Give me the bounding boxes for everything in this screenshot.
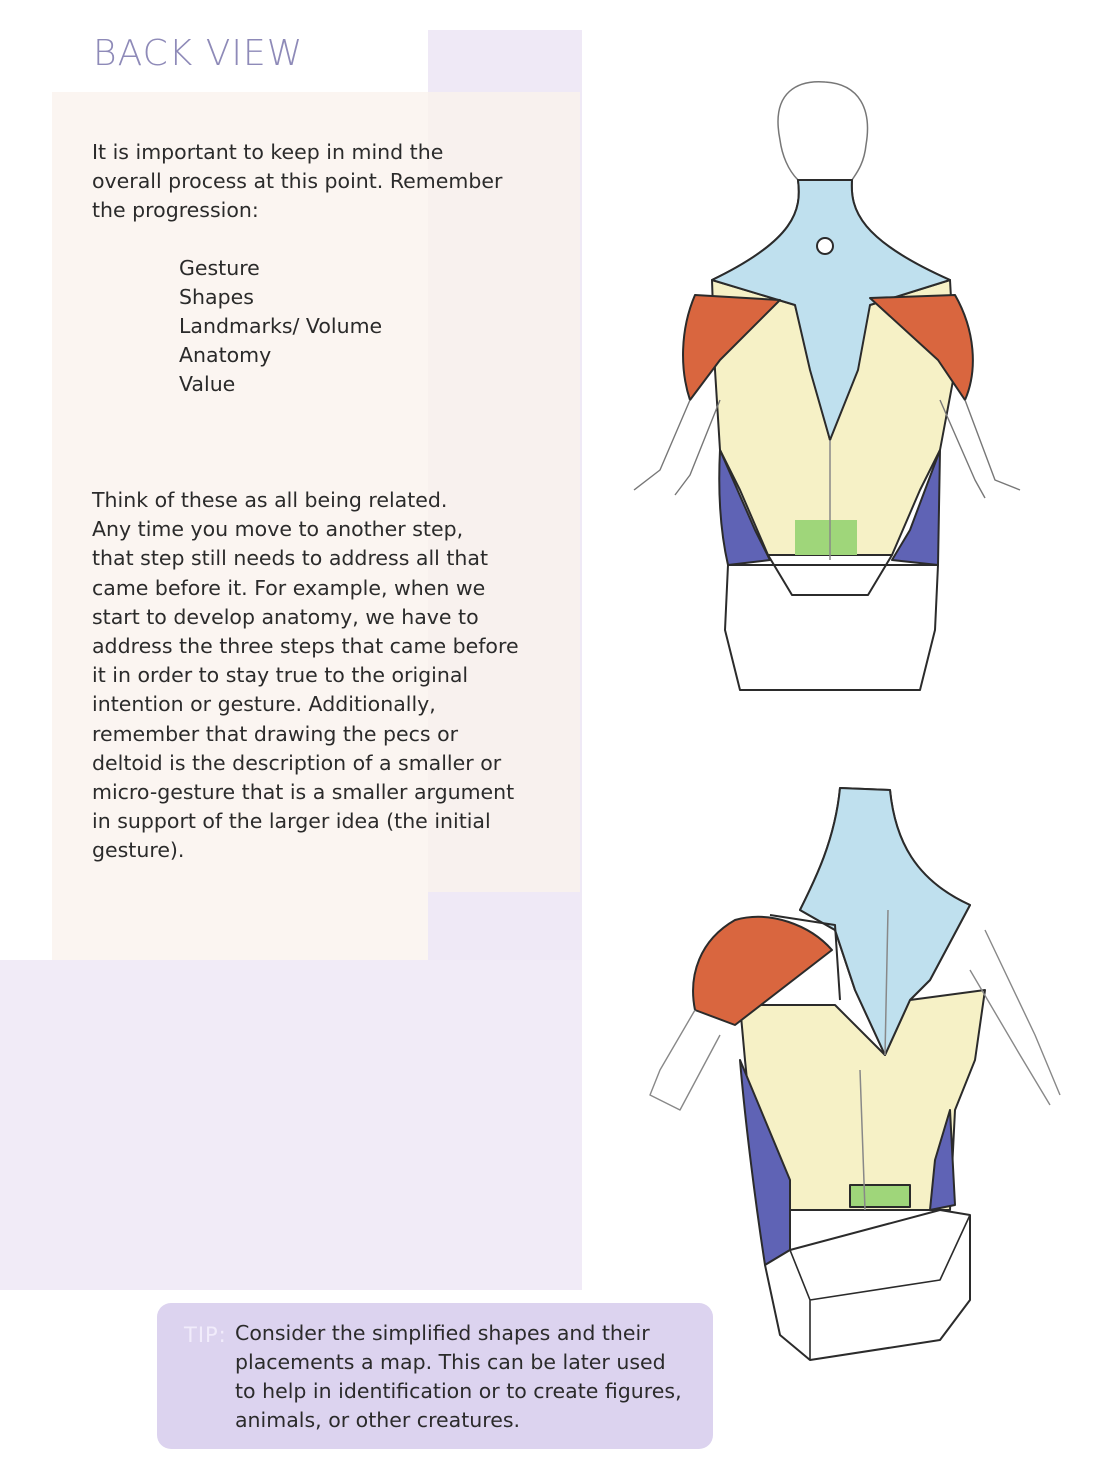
right-arm-shape (940, 400, 1020, 498)
progression-item: Gesture (179, 256, 260, 280)
sacrum-shape (795, 520, 857, 555)
head-shape (778, 82, 867, 180)
pelvis-shape (765, 1210, 970, 1360)
tip-box (157, 1303, 713, 1449)
progression-list (179, 254, 382, 399)
back-torso-rotated-figure (640, 780, 1080, 1370)
intro-paragraph: It is important to keep in mind the overall process at this point. Remember the progression: (92, 140, 503, 223)
right-arm-shape (970, 930, 1060, 1105)
tip-text: Consider the simplified shapes and their placements a map. This can be later used to help in identification or to create figures, animals, or other creatures. (235, 1321, 682, 1432)
background-block (0, 960, 582, 1290)
progression-item: Value (179, 372, 236, 396)
body-paragraph: Think of these as all being related. Any time you move to another step, that step still needs to address all that came before it. For example, when we start to develop anatomy, we have to address the three steps that came before it in order to stay true to the original intention or gesture. Additionally, remember that drawing the pecs or deltoid is the description of a smaller or micro-gesture that is a smaller argument in support of the larger idea (the initial gesture). (92, 488, 519, 863)
progression-item: Shapes (179, 285, 254, 309)
progression-item: Landmarks/ Volume (179, 314, 383, 338)
back-torso-front-figure (620, 70, 1040, 710)
left-arm-shape (650, 1010, 720, 1110)
page-title: BACK VIEW (93, 33, 304, 74)
sacrum-shape (850, 1185, 910, 1207)
pelvis-shape (725, 565, 938, 690)
tip-label: TIP: (184, 1323, 227, 1347)
left-arm-shape (634, 400, 720, 495)
progression-item: Anatomy (179, 343, 272, 367)
